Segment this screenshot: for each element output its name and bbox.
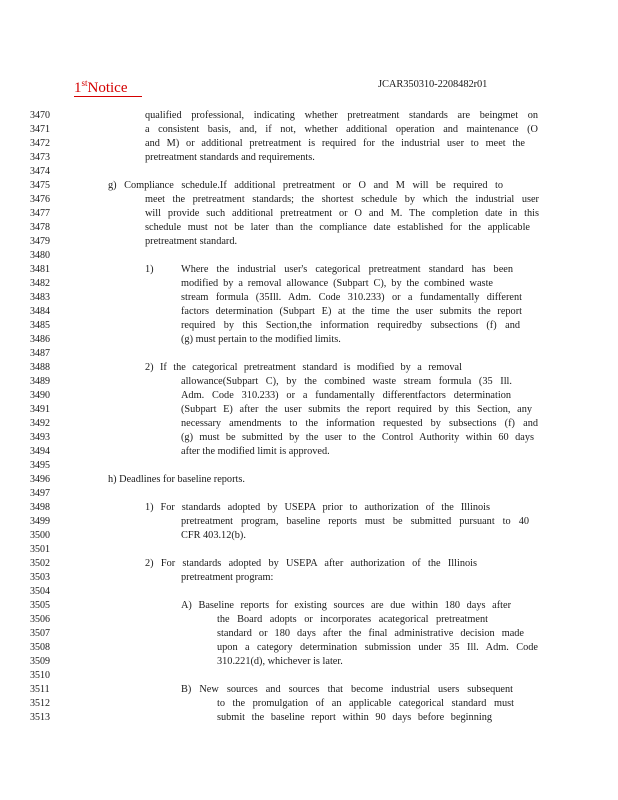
notice-word: Notice: [87, 80, 128, 96]
line-number: 3483: [30, 292, 50, 303]
line-number: 3484: [30, 306, 50, 317]
text-line: standard or 180 days after the final administrative decision made: [217, 628, 524, 639]
text-line: pretreatment standards and requirements.: [145, 152, 315, 163]
text-line: pretreatment program, baseline reports must be submitted pursuant to 40: [181, 516, 529, 527]
text-line: factors determination (Subpart E) at the time the user submits the report: [181, 306, 522, 317]
line-number: 3489: [30, 376, 50, 387]
line-number: 3498: [30, 502, 50, 513]
line-number: 3492: [30, 418, 50, 429]
line-number: 3486: [30, 334, 50, 345]
text-line: after the modified limit is approved.: [181, 446, 330, 457]
line-number: 3494: [30, 446, 50, 457]
line-number: 3493: [30, 432, 50, 443]
text-line: a consistent basis, and, if not, whether additional operation and maintenance (O: [145, 124, 538, 135]
line-number: 3490: [30, 390, 50, 401]
line-number: 3500: [30, 530, 50, 541]
notice-number: 1: [74, 80, 82, 96]
text-line: the Board adopts or incorporates acategorical pretreatment: [217, 614, 488, 625]
text-line: 2) If the categorical pretreatment standard is modified by a removal: [145, 362, 462, 373]
line-number: 3472: [30, 138, 50, 149]
text-line: pretreatment program:: [181, 572, 274, 583]
text-line: Adm. Code 310.233) or a fundamentally differentfactors determination: [181, 390, 511, 401]
text-line: allowance(Subpart C), by the combined waste stream formula (35 Ill.: [181, 376, 512, 387]
line-number: 3497: [30, 488, 50, 499]
line-number: 3482: [30, 278, 50, 289]
line-number: 3488: [30, 362, 50, 373]
line-number: 3476: [30, 194, 50, 205]
text-line: B) New sources and sources that become industrial users subsequent: [181, 684, 513, 695]
text-line: and M) or additional pretreatment is required for the industrial user to meet the: [145, 138, 525, 149]
text-line: Where the industrial user's categorical pretreatment standard has been: [181, 264, 513, 275]
line-number: 3505: [30, 600, 50, 611]
line-number: 3503: [30, 572, 50, 583]
line-number: 3502: [30, 558, 50, 569]
line-number: 3480: [30, 250, 50, 261]
line-number: 3471: [30, 124, 50, 135]
text-line: (g) must pertain to the modified limits.: [181, 334, 341, 345]
text-line: schedule must not be later than the compliance date established for the applicable: [145, 222, 530, 233]
notice-heading: [74, 75, 142, 97]
line-number: 3495: [30, 460, 50, 471]
text-line: qualified professional, indicating whether pretreatment standards are beingmet on: [145, 110, 538, 121]
text-line: (Subpart E) after the user submits the report required by this Section, any: [181, 404, 532, 415]
line-number: 3507: [30, 628, 50, 639]
text-line: necessary amendments to the information requested by subsections (f) and: [181, 418, 538, 429]
text-line: g) Compliance schedule.If additional pretreatment or O and M will be required to: [108, 180, 503, 191]
text-line: 1) For standards adopted by USEPA prior to authorization of the Illinois: [145, 502, 490, 513]
line-number: 3491: [30, 404, 50, 415]
line-number: 3506: [30, 614, 50, 625]
text-line: meet the pretreatment standards; the shortest schedule by which the industrial user: [145, 194, 539, 205]
line-number: 3508: [30, 642, 50, 653]
text-line: modified by a removal allowance (Subpart C), by the combined waste: [181, 278, 493, 289]
text-line: submit the baseline report within 90 days before beginning: [217, 712, 492, 723]
notice-suffix: st: [81, 78, 88, 88]
text-line: 1): [145, 264, 154, 275]
line-number: 3513: [30, 712, 50, 723]
line-number: 3470: [30, 110, 50, 121]
line-number: 3509: [30, 656, 50, 667]
text-line: stream formula (35Ill. Adm. Code 310.233) or a fundamentally different: [181, 292, 522, 303]
line-number: 3499: [30, 516, 50, 527]
text-line: required by this Section,the information requiredby subsections (f) and: [181, 320, 520, 331]
text-line: h) Deadlines for baseline reports.: [108, 474, 245, 485]
line-number: 3511: [30, 684, 50, 695]
line-number: 3475: [30, 180, 50, 191]
line-number: 3485: [30, 320, 50, 331]
line-number: 3510: [30, 670, 50, 681]
text-line: will provide such additional pretreatment or O and M. The completion date in this: [145, 208, 539, 219]
line-number: 3496: [30, 474, 50, 485]
line-number: 3478: [30, 222, 50, 233]
text-line: 2) For standards adopted by USEPA after authorization of the Illinois: [145, 558, 477, 569]
text-line: A) Baseline reports for existing sources are due within 180 days after: [181, 600, 511, 611]
text-line: upon a category determination submission under 35 Ill. Adm. Code: [217, 642, 538, 653]
text-line: CFR 403.12(b).: [181, 530, 246, 541]
document-id: JCAR350310-2208482r01: [378, 79, 488, 90]
line-number: 3477: [30, 208, 50, 219]
text-line: to the promulgation of an applicable categorical standard must: [217, 698, 514, 709]
line-number: 3487: [30, 348, 50, 359]
line-number: 3473: [30, 152, 50, 163]
line-number: 3504: [30, 586, 50, 597]
text-line: 310.221(d), whichever is later.: [217, 656, 343, 667]
text-line: (g) must be submitted by the user to the Control Authority within 60 days: [181, 432, 534, 443]
line-number: 3512: [30, 698, 50, 709]
line-number: 3481: [30, 264, 50, 275]
line-number: 3501: [30, 544, 50, 555]
text-line: pretreatment standard.: [145, 236, 238, 247]
line-number: 3479: [30, 236, 50, 247]
line-number: 3474: [30, 166, 50, 177]
